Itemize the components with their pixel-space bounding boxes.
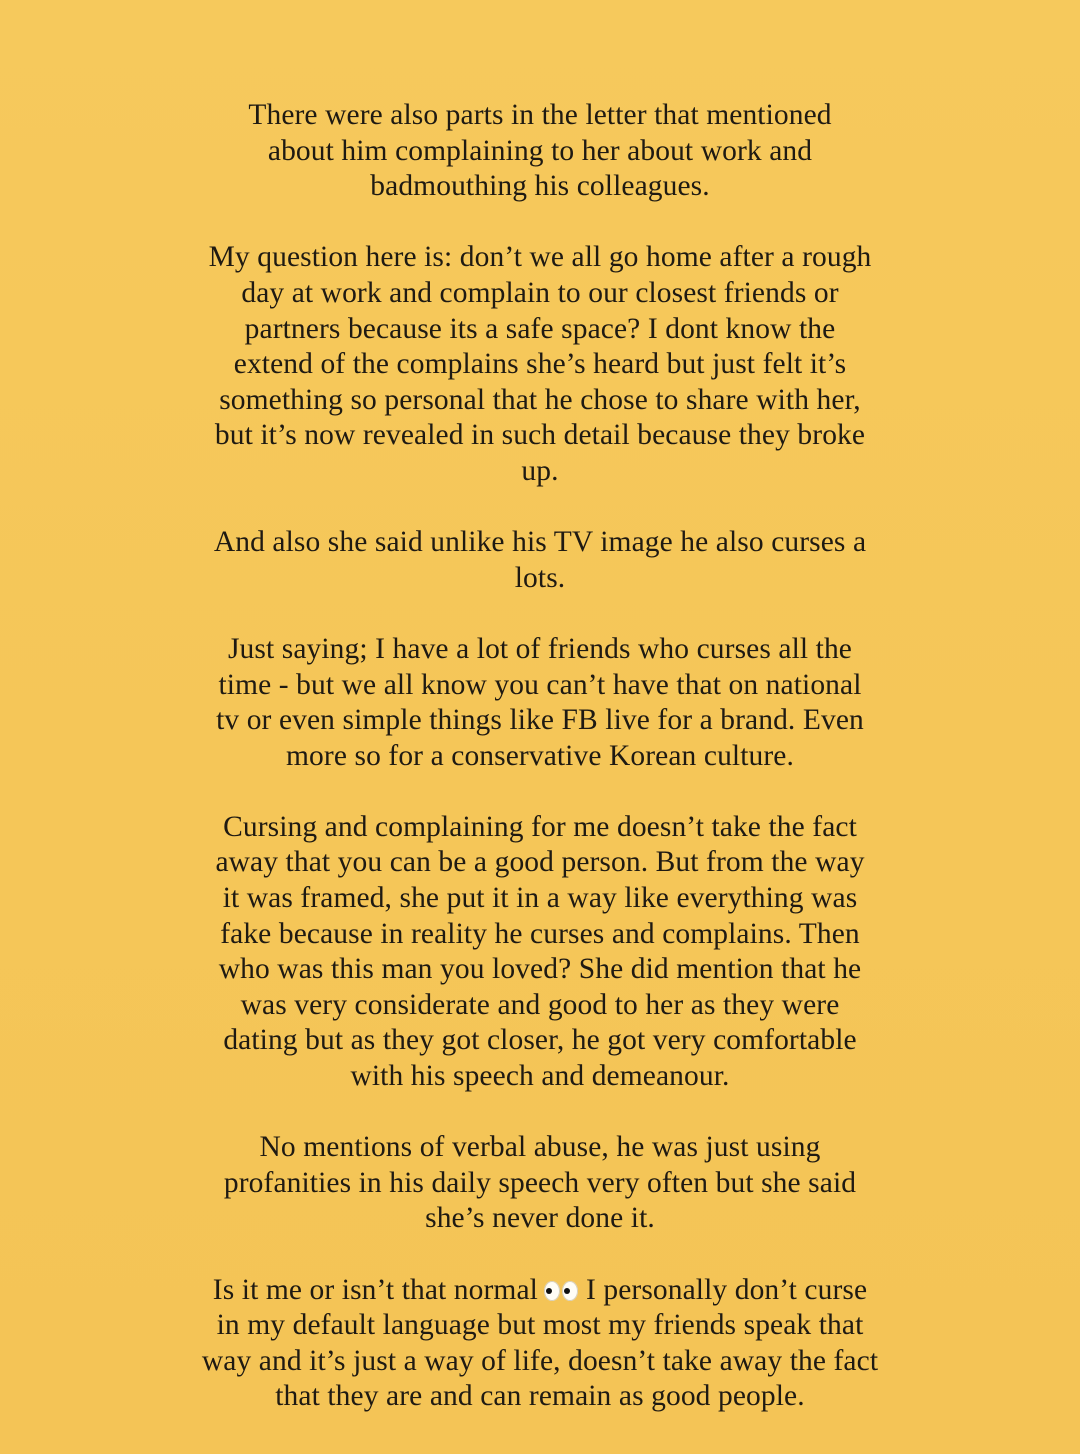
text-line: was very considerate and good to her as they were	[240, 988, 840, 1021]
text-line: with his speech and demeanour.	[350, 1060, 730, 1093]
text-line: day at work and complain to our closest friends or	[241, 276, 839, 309]
text-line: she’s never done it.	[425, 1202, 655, 1235]
text-line: tv or even simple things like FB live for a brand. Even	[216, 704, 864, 737]
paragraph-spacer	[175, 490, 905, 526]
text-line: Just saying; I have a lot of friends who curses all the	[227, 632, 853, 665]
text-line: fake because in reality he curses and complains. Then	[220, 917, 860, 950]
paragraph-cursing	[175, 810, 905, 1095]
text-line: dating but as they got closer, he got very comfortable	[223, 1024, 857, 1057]
paragraph-normal	[175, 1273, 905, 1415]
paragraph-spacer	[175, 596, 905, 632]
text-line: time - but we all know you can’t have that on national	[218, 668, 862, 701]
left-eye-icon	[544, 1281, 560, 1301]
text-line: something so personal that he chose to share with her,	[219, 383, 861, 416]
text-fragment: Is it me or isn’t that normal	[212, 1273, 538, 1306]
paragraph-spacer	[175, 774, 905, 810]
text-line: about him complaining to her about work and	[267, 134, 813, 167]
text-line: extend of the complains she’s heard but just felt it’s	[233, 348, 847, 381]
text-line: in my default language but most my friends speak that	[216, 1309, 864, 1342]
right-eye-icon	[562, 1281, 578, 1301]
text-line: Cursing and complaining for me doesn’t take the fact	[223, 810, 857, 843]
story-text-block	[175, 98, 905, 1415]
text-line: it was framed, she put it in a way like everything was	[222, 882, 858, 915]
text-line: way and it’s just a way of life, doesn’t take away the fact	[201, 1344, 879, 1377]
text-line: up.	[521, 454, 559, 487]
text-line: profanities in his daily speech very often but she said	[223, 1166, 857, 1199]
text-line: And also she said unlike his TV image he also curses a	[213, 526, 867, 559]
paragraph-spacer	[175, 1237, 905, 1273]
eyes-emoji-icon	[544, 1281, 578, 1301]
text-line: No mentions of verbal abuse, he was just using	[259, 1131, 821, 1164]
text-line: lots.	[514, 561, 566, 594]
text-line: away that you can be a good person. But from the way	[215, 846, 865, 879]
paragraph-letter-parts	[175, 98, 905, 205]
paragraph-just-saying	[175, 632, 905, 774]
paragraph-spacer	[175, 1095, 905, 1131]
text-line: badmouthing his colleagues.	[370, 170, 710, 203]
paragraph-spacer	[175, 205, 905, 241]
paragraph-question	[175, 240, 905, 489]
paragraph-verbal-abuse	[175, 1130, 905, 1237]
text-line: but it’s now revealed in such detail because they broke	[214, 419, 866, 452]
text-line: who was this man you loved? She did mention that he	[218, 953, 862, 986]
paragraph-tv-image	[175, 525, 905, 596]
text-line: that they are and can remain as good people.	[275, 1380, 805, 1413]
text-line: more so for a conservative Korean culture.	[286, 739, 794, 772]
text-line: There were also parts in the letter that mentioned	[248, 99, 832, 131]
text-line: My question here is: don’t we all go home after a rough	[208, 241, 872, 274]
text-line: partners because its a safe space? I dont know the	[244, 312, 836, 345]
text-line-with-emoji	[175, 1273, 905, 1309]
text-fragment: I personally don’t curse	[585, 1273, 868, 1306]
